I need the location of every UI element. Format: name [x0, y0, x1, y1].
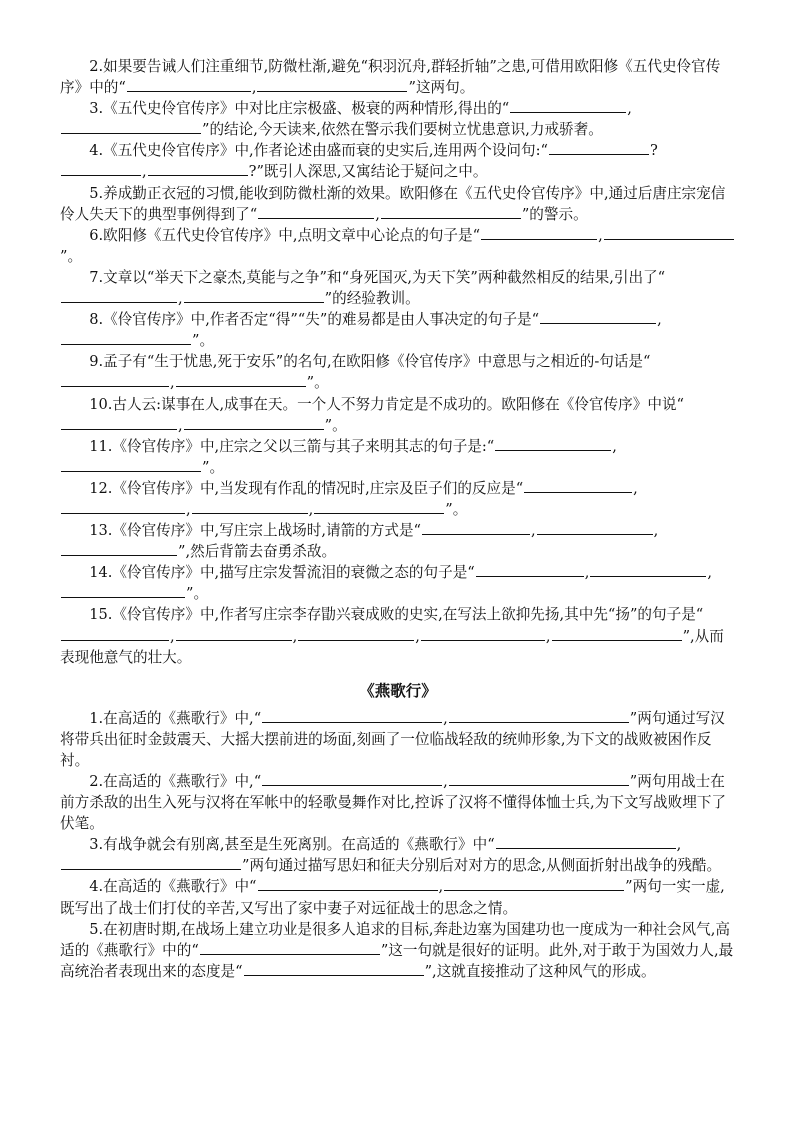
question-text: ”两句一实一虚,既写出了战士们打仗的辛苦,又写出了家中妻子对远征战士的思念之情。	[60, 878, 725, 917]
question-text: ,	[653, 522, 659, 540]
answer-blank[interactable]	[495, 436, 611, 451]
answer-blank[interactable]	[537, 520, 653, 535]
question-text: ”,从而表现他意气的壮大。	[60, 627, 724, 666]
question-text: 9.孟子有“生于忧患,死于安乐”的名句,在欧阳修《伶官传序》中意思与之相近的-句话是“	[89, 353, 651, 371]
answer-blank[interactable]	[184, 288, 324, 303]
question-text: ,	[676, 836, 682, 854]
answer-blank[interactable]	[61, 499, 185, 514]
answer-blank[interactable]	[244, 961, 424, 976]
question-text: 4.在高适的《燕歌行》中“	[89, 878, 257, 896]
question-text: ”。	[324, 416, 347, 434]
question-text: 3.《五代史伶官传序》中对比庄宗极盛、极衰的两种情形,得出的“	[89, 100, 510, 118]
answer-blank[interactable]	[61, 372, 169, 387]
question-text: 5.在初唐时期,在战场上建立功业是很多人追求的目标,奔赴边塞为国建功也一度成为一种社会风气,高适的《燕歌行》中的“	[60, 920, 730, 959]
answer-blank[interactable]	[444, 876, 624, 891]
question-text: ,	[170, 374, 175, 392]
answer-blank[interactable]	[148, 161, 248, 176]
question-text: ,	[178, 290, 183, 308]
answer-blank[interactable]	[192, 499, 308, 514]
question-8	[60, 309, 736, 351]
answer-blank[interactable]	[298, 626, 414, 641]
answer-blank[interactable]	[258, 876, 438, 891]
question-text: ,	[707, 564, 713, 582]
question-7	[60, 267, 736, 309]
answer-blank[interactable]	[262, 708, 442, 723]
question-text: 4.《五代史伶官传序》中,作者论述由盛而衰的史实后,连用两个设问句:“	[89, 142, 548, 160]
answer-blank[interactable]	[262, 771, 442, 786]
answer-blank[interactable]	[449, 771, 629, 786]
question-text: ”。	[192, 332, 215, 350]
answer-blank[interactable]	[421, 626, 545, 641]
question-text: ,	[251, 79, 257, 97]
question-text: ”。	[60, 247, 83, 265]
question-text: ,	[308, 500, 314, 518]
question-text: ”的结论,今天读来,依然在警示我们要树立忧患意识,力戒骄奢。	[202, 121, 603, 139]
answer-blank[interactable]	[476, 562, 584, 577]
question-text: ,	[584, 564, 590, 582]
yangexing-question-4	[60, 876, 736, 918]
question-text: 8.《伶官传序》中,作者否定“得”“失”的难易都是由人事决定的句子是“	[89, 311, 540, 329]
answer-blank[interactable]	[481, 225, 597, 240]
yangexing-question-1	[60, 708, 736, 771]
question-3	[60, 98, 736, 140]
question-5	[60, 183, 736, 225]
question-text: ,	[531, 522, 536, 540]
question-15	[60, 604, 736, 667]
answer-blank[interactable]	[61, 119, 201, 134]
question-text: ”的警示。	[521, 205, 588, 223]
question-2	[60, 56, 736, 98]
question-4	[60, 140, 736, 182]
question-text: ,	[443, 709, 448, 727]
yangexing-question-3	[60, 834, 736, 876]
question-text: 13.《伶官传序》中,写庄宗上战场时,请箭的方式是“	[89, 522, 422, 540]
question-text: 11.《伶官传序》中,庄宗之父以三箭与其子来明其志的句子是:“	[89, 437, 495, 455]
question-text: 6.欧阳修《五代史伶官传序》中,点明文章中心论点的句子是“	[89, 226, 481, 244]
question-text: ,	[415, 627, 420, 645]
question-11	[60, 436, 736, 478]
question-13	[60, 520, 736, 562]
question-text: ,	[178, 416, 183, 434]
answer-blank[interactable]	[61, 583, 185, 598]
question-text: 3.有战争就会有别离,甚至是生死离别。在高适的《燕歌行》中“	[89, 836, 495, 854]
worksheet-page	[60, 56, 736, 982]
question-text: ,	[186, 500, 191, 518]
answer-blank[interactable]	[258, 204, 374, 219]
question-text: ”两句通过写汉将带兵出征时金鼓震天、大摇大摆前进的场面,刻画了一位临战轻敌的统帅形象,为下文的战败被困作反衬。	[60, 709, 725, 769]
question-10	[60, 394, 736, 436]
question-text: ,	[545, 627, 551, 645]
answer-blank[interactable]	[510, 98, 626, 113]
answer-blank[interactable]	[314, 499, 444, 514]
answer-blank[interactable]	[604, 225, 734, 240]
question-text: ,	[598, 226, 603, 244]
answer-blank[interactable]	[176, 626, 292, 641]
answer-blank[interactable]	[381, 204, 521, 219]
question-text: ,	[633, 479, 638, 497]
section-heading-yangexing: 《燕歌行》	[359, 680, 437, 700]
answer-blank[interactable]	[257, 77, 407, 92]
question-text: ,	[292, 627, 298, 645]
question-text: 5.养成勤正衣冠的习惯,能收到防微杜渐的效果。欧阳修在《五代史伶官传序》中,通过后唐庄宗宠信伶人失天下的典型事例得到了“	[60, 184, 726, 223]
answer-blank[interactable]	[449, 708, 629, 723]
answer-blank[interactable]	[524, 478, 632, 493]
answer-blank[interactable]	[590, 562, 706, 577]
question-6	[60, 225, 736, 267]
question-text: ”这一句就是很好的证明。此外,对于敢于为国效力人,最高统治者表现出来的态度是“	[60, 941, 734, 980]
question-text: ?	[650, 142, 658, 160]
question-text: ”,然后背箭去奋勇杀敌。	[178, 543, 337, 561]
question-text: ”。	[186, 585, 209, 603]
question-text: ,	[375, 205, 380, 223]
answer-blank[interactable]	[61, 541, 177, 556]
question-text: 15.《伶官传序》中,作者写庄宗李存勖兴衰成败的史实,在写法上欲抑先扬,其中先“扬”的句子是“	[89, 606, 704, 624]
question-text: 7.文章以“举天下之豪杰,莫能与之争”和“身死国灭,为天下笑”两种截然相反的结果,引出了“	[89, 268, 666, 286]
yangexing-question-2	[60, 771, 736, 834]
question-text: ”两句通过描写思妇和征夫分别后对对方的思念,从侧面折射出战争的残酷。	[242, 857, 722, 875]
question-text: 12.《伶官传序》中,当发现有作乱的情况时,庄宗及臣子们的反应是“	[89, 479, 524, 497]
answer-blank[interactable]	[61, 626, 169, 641]
question-text: ”。	[306, 374, 329, 392]
question-text: ?”既引人深思,又寓结论于疑问之中。	[248, 163, 488, 181]
answer-blank[interactable]	[540, 309, 656, 324]
answer-blank[interactable]	[200, 940, 380, 955]
question-text: 2.如果要告诫人们注重细节,防微杜渐,避免“积羽沉舟,群轻折轴”之患,可借用欧阳修《五代史伶官传序》中的“	[60, 58, 721, 97]
answer-blank[interactable]	[184, 415, 324, 430]
question-12	[60, 478, 736, 520]
question-text: 1.在高适的《燕歌行》中,“	[89, 709, 262, 727]
answer-blank[interactable]	[61, 457, 201, 472]
answer-blank[interactable]	[127, 77, 251, 92]
question-text: ”。	[445, 500, 468, 518]
question-text: 10.古人云:谋事在人,成事在天。一个人不努力肯定是不成功的。欧阳修在《伶官传序》中说“	[89, 395, 684, 413]
answer-blank[interactable]	[61, 855, 241, 870]
answer-blank[interactable]	[61, 161, 141, 176]
question-text: ,	[443, 773, 448, 790]
answer-blank[interactable]	[61, 415, 177, 430]
answer-blank[interactable]	[61, 288, 177, 303]
question-text: ,	[142, 163, 147, 181]
question-text: ”的经验教训。	[324, 290, 420, 308]
question-text: ”。	[202, 458, 225, 476]
question-text: ”这两句。	[408, 79, 475, 97]
answer-blank[interactable]	[176, 372, 306, 387]
question-text: ,	[612, 437, 617, 455]
answer-blank[interactable]	[549, 140, 649, 155]
question-text: ”,这就直接推动了这种风气的形成。	[424, 962, 656, 980]
answer-blank[interactable]	[422, 520, 530, 535]
question-text: ,	[438, 878, 444, 896]
question-text: ,	[657, 311, 662, 329]
question-text: ”两句用战士在前方杀敌的出生入死与汉将在军帐中的轻歌曼舞作对比,控诉了汉将不懂得体恤士兵,为下文写战败埋下了伏笔。	[60, 773, 727, 833]
answer-blank[interactable]	[552, 626, 682, 641]
yangexing-question-5	[60, 919, 736, 982]
question-text: 2.在高适的《燕歌行》中,“	[89, 773, 262, 790]
question-text: ,	[627, 100, 632, 118]
question-14	[60, 562, 736, 604]
question-text: ,	[170, 627, 175, 645]
question-9	[60, 351, 736, 393]
answer-blank[interactable]	[61, 330, 191, 345]
answer-blank[interactable]	[496, 834, 676, 849]
question-text: 14.《伶官传序》中,描写庄宗发誓流泪的衰微之态的句子是“	[89, 564, 475, 582]
